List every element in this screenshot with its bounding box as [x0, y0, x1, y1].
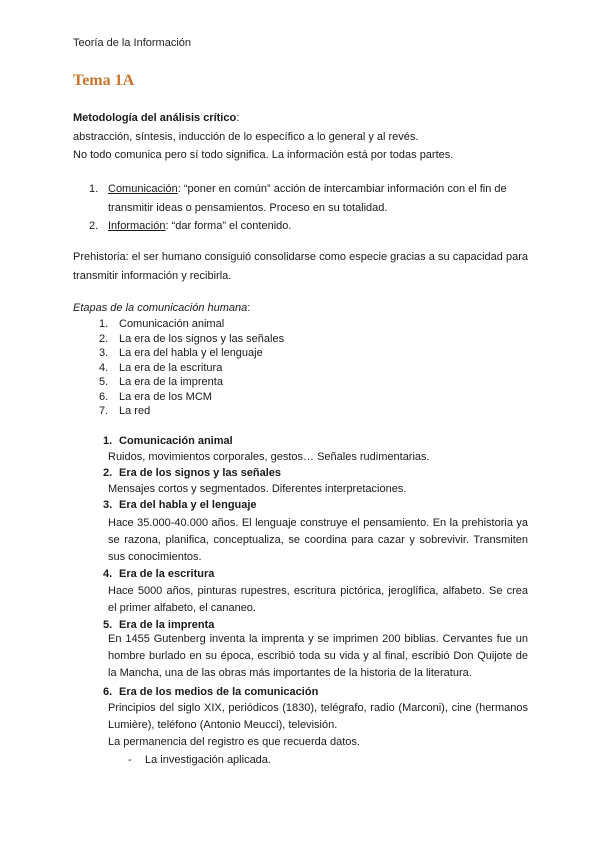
section-4-body: Hace 5000 años, pinturas rupestres, escritura pictórica, jeroglífica, alfabeto. Se crea el primer alfabeto, el cananeo. — [108, 585, 528, 614]
definition-2-text: : “dar forma” el contenido. — [165, 220, 292, 232]
etapa-num: 7. — [99, 405, 109, 417]
definition-1-text: : “poner en común” acción de intercambiar información con el fin de — [177, 183, 507, 195]
bullet-mark: - — [128, 754, 132, 766]
etapa-num: 2. — [99, 333, 109, 345]
page-title: Tema 1A — [73, 72, 135, 89]
section-5-title: Era de la imprenta — [119, 619, 215, 631]
section-4-title: Era de la escritura — [119, 568, 215, 580]
section-1-title: Comunicación animal — [119, 435, 233, 447]
section-5-num: 5. — [103, 619, 113, 631]
etapas-title-line — [73, 302, 250, 314]
section-2-num: 2. — [103, 467, 113, 479]
section-3-body: Hace 35.000-40.000 años. El lenguaje construye el pensamiento. En la prehistoria ya se razona, planifica, conceptualiza, se coordina para cazar y sobrevivir. Transmiten sus conocimientos. — [108, 517, 528, 563]
section-6-title: Era de los medios de la comunicación — [119, 686, 319, 698]
etapa-item: La era de los MCM — [119, 391, 212, 403]
etapa-num: 5. — [99, 376, 109, 388]
etapa-item: Comunicación animal — [119, 318, 225, 330]
definition-1 — [108, 183, 528, 195]
etapa-num: 4. — [99, 362, 109, 374]
section-5-body: En 1455 Gutenberg inventa la imprenta y se imprimen 200 biblias. Cervantes fue un hombre burlado en su época, escribió toda su vida y al final, escribió Don Quijote de la Mancha, una de las obras más importantes de la historia de la literatura. — [108, 633, 528, 679]
etapa-item: La era de los signos y las señales — [119, 333, 285, 345]
section-3-title: Era del habla y el lenguaje — [119, 499, 257, 511]
etapa-num: 3. — [99, 347, 109, 359]
section-6-body: Principios del siglo XIX, periódicos (1830), telégrafo, radio (Marconi), cine (hermanos Lumière), teléfono (Antonio Meucci), televisión. — [108, 702, 528, 731]
etapas-colon: : — [247, 302, 251, 314]
definition-1-num: 1. — [89, 183, 99, 195]
metodologia-line1: abstracción, síntesis, inducción de lo específico a lo general y al revés. — [73, 131, 419, 143]
metodologia-line2: No todo comunica pero sí todo significa. La información está por todas partes. — [73, 149, 454, 161]
definition-2-num: 2. — [89, 220, 99, 232]
section-2-body: Mensajes cortos y segmentados. Diferentes interpretaciones. — [108, 483, 407, 495]
definition-2-term: Información — [108, 220, 166, 232]
etapa-num: 1. — [99, 318, 109, 330]
metodologia-colon: : — [236, 112, 240, 124]
header-title: Teoría de la Información — [73, 37, 192, 49]
etapa-item: La red — [119, 405, 151, 417]
metodologia-heading-line — [73, 112, 239, 124]
etapa-num: 6. — [99, 391, 109, 403]
definition-2 — [108, 220, 291, 232]
section-2-title: Era de los signos y las señales — [119, 467, 282, 479]
permanencia-line: La permanencia del registro es que recuerda datos. — [108, 736, 360, 748]
section-6-num: 6. — [103, 686, 113, 698]
etapas-list — [83, 318, 383, 428]
section-1-body: Ruidos, movimientos corporales, gestos… Señales rudimentarias. — [108, 451, 430, 463]
etapa-item: La era del habla y el lenguaje — [119, 347, 263, 359]
etapa-item: La era de la imprenta — [119, 376, 223, 388]
bullet-text: La investigación aplicada. — [145, 754, 271, 766]
etapas-title: Etapas de la comunicación humana — [73, 302, 248, 314]
section-3-num: 3. — [103, 499, 113, 511]
metodologia-heading: Metodología del análisis crítico — [73, 112, 237, 124]
section-4-num: 4. — [103, 568, 113, 580]
definition-1-cont: transmitir ideas o pensamientos. Proceso en su totalidad. — [108, 202, 388, 214]
section-1-num: 1. — [103, 435, 113, 447]
definition-1-term: Comunicación — [108, 183, 178, 195]
etapa-item: La era de la escritura — [119, 362, 223, 374]
document-page — [73, 0, 528, 848]
prehistoria-paragraph: Prehistoria: el ser humano consiguió consolidarse como especie gracias a su capacidad para transmitir información y recibirla. — [73, 251, 528, 282]
